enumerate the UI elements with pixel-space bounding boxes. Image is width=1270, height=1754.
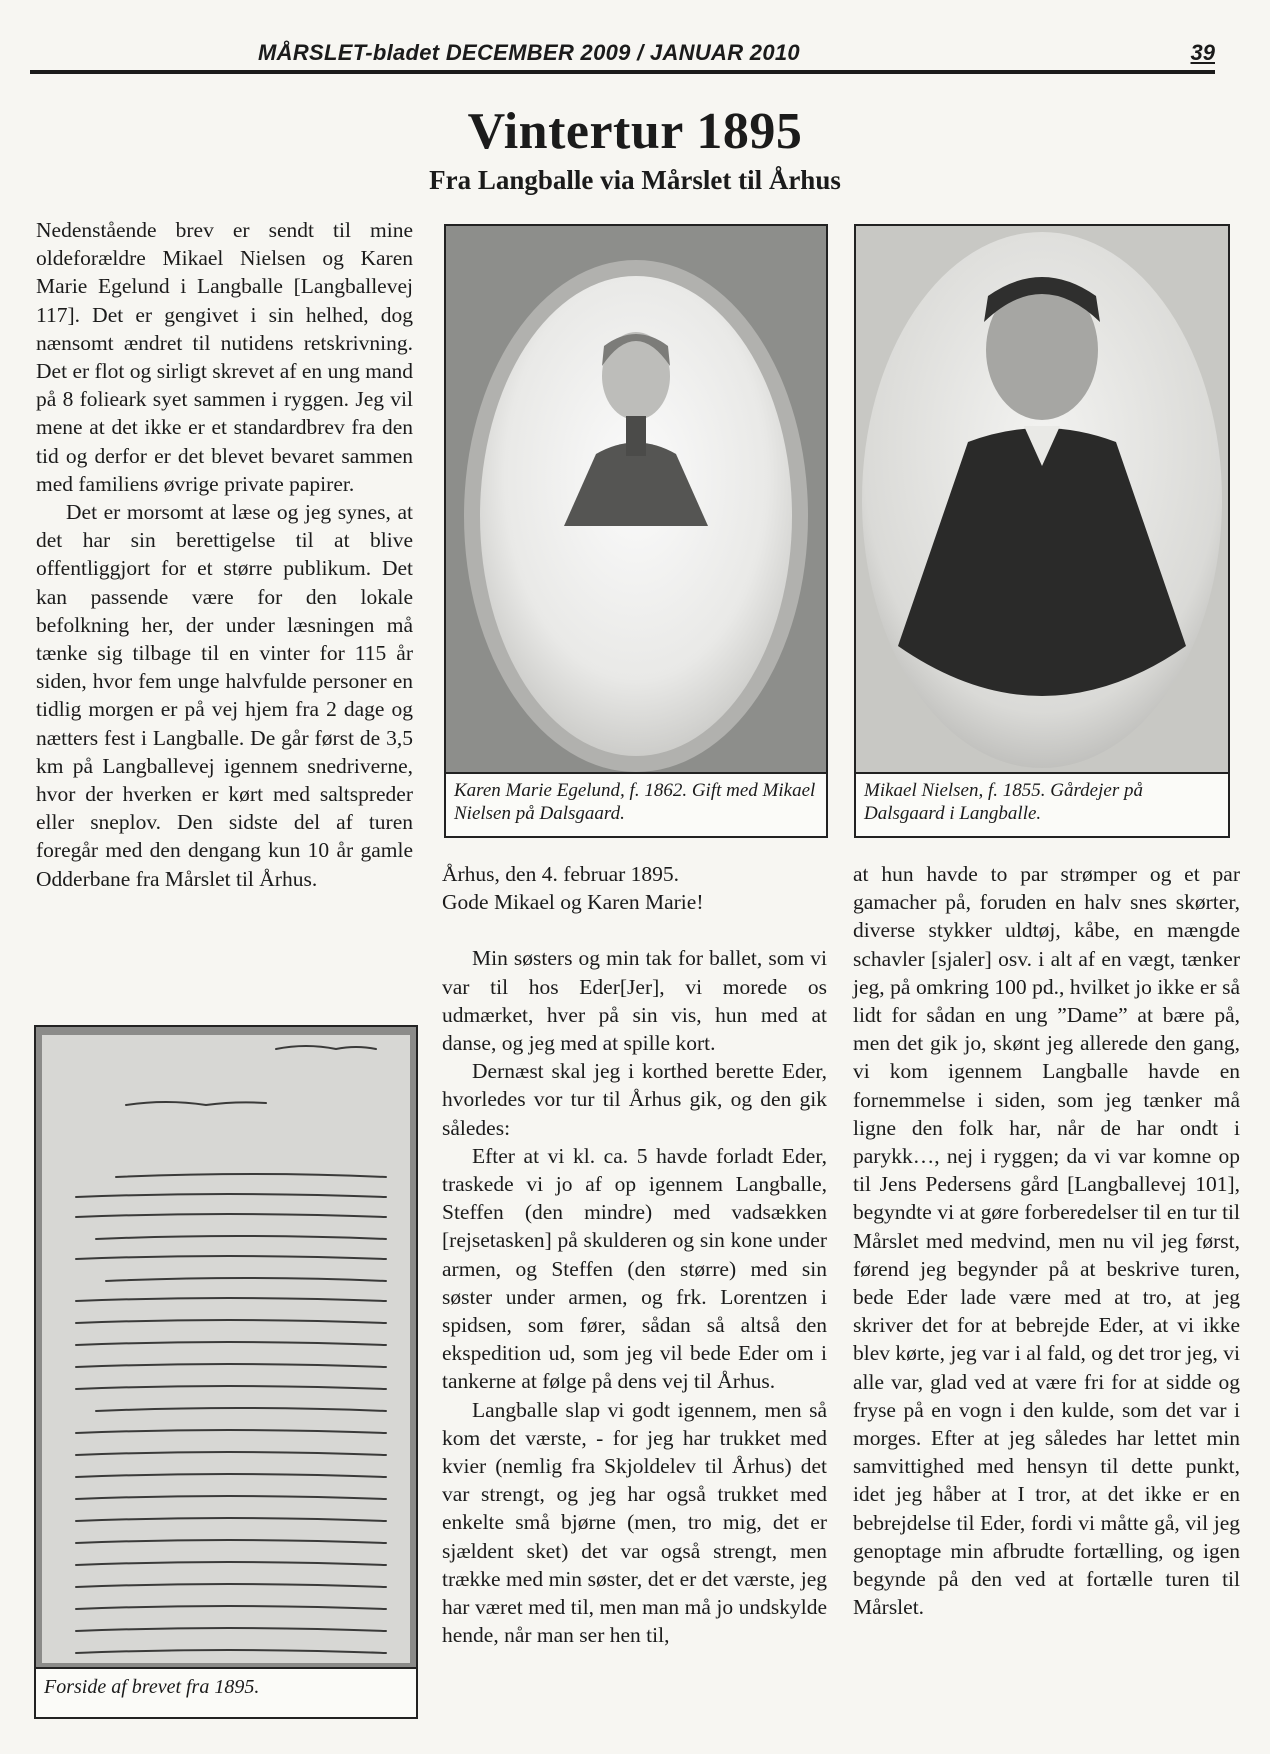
intro-paragraph: Det er morsomt at læse og jeg synes, at det har sin berettigelse til at blive offentliggjort for et større publikum. Det kan passende være for den lokale befolkning her, der under læsningen må tænke sig tilbage til en vinter for 115 år siden, hvor fem unge halvfulde personer en tidlig morgen er på vej hjem fra 2 dage og nætters fest i Langballe. De går først de 3,5 km på Langballevej igennem snedriverne, hvor der hverken er kørt med saltspreder eller sneplov. Den sidste del af turen foregår med den dengang kun 10 år gamle Odderbane fra Mårslet til Århus. [36, 500, 413, 891]
page-header [30, 38, 1215, 74]
mikael-caption: Mikael Nielsen, f. 1855. Gårdejer på Dalsgaard i Langballe. [856, 772, 1228, 836]
letter-column-right [853, 860, 1240, 1621]
letter-paragraph: Langballe slap vi godt igennem, men så kom det værste, - for jeg har trukket med kvier (nemlig fra Skjoldelev til Århus) det var strengt, og jeg har også trukket med enkelte små bjørne (men, tro mig, det er sjældent sket) det var også strengt, men trække med min søster, det er det værste, jeg har været med til, men man må jo undskylde hende, når man ser hen til, [442, 1397, 827, 1648]
letter-caption: Forside af brevet fra 1895. [36, 1667, 416, 1717]
letter-column-left [442, 860, 827, 1649]
letter-scan-figure [34, 1025, 418, 1719]
mikael-portrait-figure [854, 224, 1230, 838]
karen-portrait-image [446, 226, 826, 774]
article-subtitle: Fra Langballe via Mårslet til Århus [429, 165, 841, 195]
article-title: Vintertur 1895 [467, 103, 803, 160]
letter-paragraph: at hun havde to par strømper og et par gamacher på, foruden en halv snes skørter, diverse stykker uldtøj, kåbe, en mængde schavler [sjaler] osv. i alt af en vægt, tænker jeg, på omkring 100 pd., hvilket jo ikke er så lidt for sådan en ung ”Dame” at bære på, men det gik jo, skønt jeg allerede den gang, vi kom igennem Langballe havde en fornemmelse i siden, som jeg tænker må ligne den folk har, når de har ondt i parykk…, nej i ryggen; da vi var komne op til Jens Pedersens gård [Langballevej 101], begyndte vi at gøre forberedelser til en tur til Mårslet med medvind, men nu vil jeg først, førend jeg begynder på at beskrive turen, bede Eder lade være med at tro, at jeg skriver det for at bebrejde Eder, at vi ikke blev kørte, jeg var i al fald, og det tror jeg, vi alle var, glad ved at være fri for at sidde og fryse på en vogn i den kulde, som det var i morges. Efter at jeg således har lettet min samvittighed med hensyn til dette punkt, idet jeg håber at I tror, at det ikke er en bebrejdelse til Eder, fordi vi måtte gå, vil jeg genoptage min afbrudte fortælling, og igen begynde på den ved at fortælle turen til Mårslet. [853, 862, 1240, 1620]
letter-paragraph: Dernæst skal jeg i korthed berette Eder, hvorledes vor tur til Århus gik, og den gik således: [442, 1059, 827, 1140]
intro-paragraph: Nedenstående brev er sendt til mine oldeforældre Mikael Nielsen og Karen Marie Egelund i Langballe [Langballevej 117]. Det er gengivet i sin helhed, dog nænsomt ændret til nutidens retskrivning. Det er flot og sirligt skrevet af en ung mand på 8 folieark syet sammen i ryggen. Jeg vil mene at det ikke er et standardbrev fra den tid og derfor er det blevet bevaret sammen med familiens øvrige private papirer. [36, 218, 413, 496]
letter-salutation: Gode Mikael og Karen Marie! [442, 890, 704, 915]
letter-paragraph: Min søsters og min tak for ballet, som vi var til hos Eder[Jer], vi morede os udmærket, hver på sin vis, hun med at danse, og jeg med at spille kort. [442, 946, 827, 1056]
karen-portrait-figure [444, 224, 828, 838]
letter-dateline: Århus, den 4. februar 1895. [442, 862, 680, 886]
mikael-portrait-image [856, 226, 1228, 774]
letter-paragraph: Efter at vi kl. ca. 5 havde forladt Eder, traskede vi jo af op igennem Langballe, Steffen (den mindre) med vadsækken [rejsetasken] på skulderen og sin kone under armen, og Steffen (den større) med sin søster under armen, og frk. Lorentzen i spidsen, som fører, sådan så altså den ekspedition ud, som jeg vil bede Eder om i tankerne at følge på dens vej til Århus. [442, 1143, 827, 1394]
page-number: 39 [1190, 40, 1215, 65]
intro-column [36, 216, 413, 893]
karen-caption: Karen Marie Egelund, f. 1862. Gift med Mikael Nielsen på Dalsgaard. [446, 772, 826, 836]
masthead: MÅRSLET-bladet DECEMBER 2009 / JANUAR 2010 [258, 40, 800, 65]
letter-scan-image [36, 1027, 416, 1668]
